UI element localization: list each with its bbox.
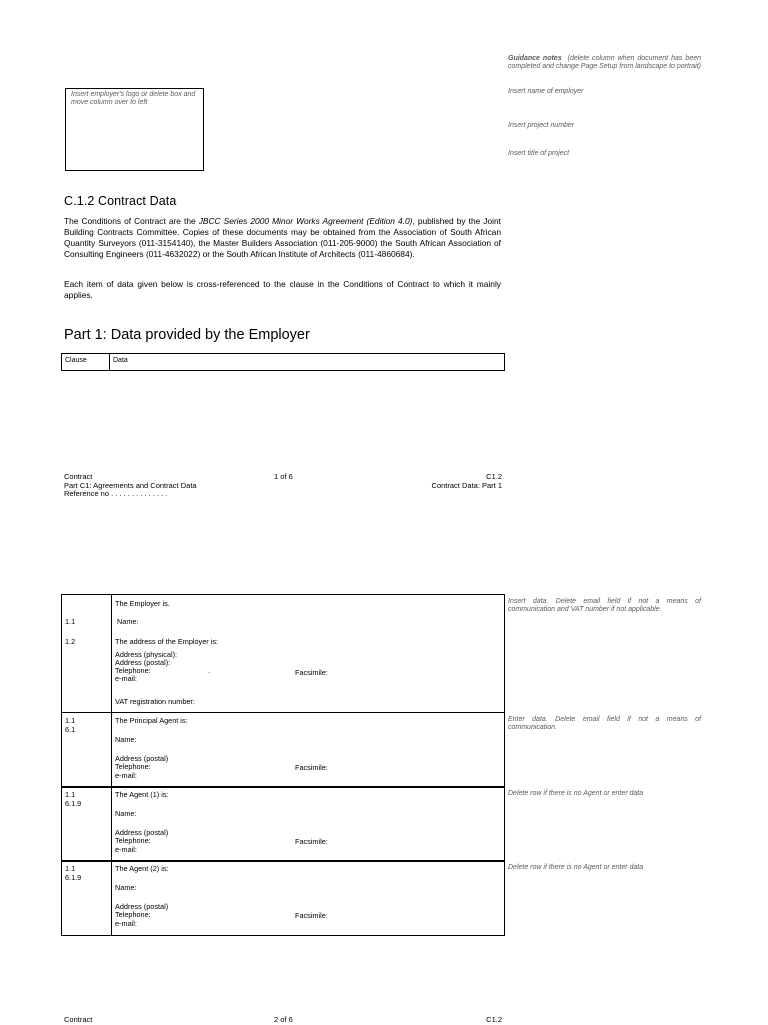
email-label: e-mail: (115, 919, 137, 928)
intro-paragraph (64, 216, 501, 260)
data-column-header: Data (113, 357, 128, 364)
email-label: e-mail: (115, 845, 137, 854)
address-postal-label: Address (postal) (115, 902, 169, 911)
telephone-label: Telephone: (115, 762, 151, 771)
footer-page-number: 2 of 6 (274, 1015, 293, 1024)
footer-page-2 (64, 1016, 502, 1024)
guidance-project-number: Insert project number (508, 122, 575, 129)
facsimile-label: Facsimile: (295, 911, 328, 920)
vat-label: VAT registration number: (115, 697, 195, 706)
cross-reference-paragraph: Each item of data given below is cross-referenced to the clause in the Conditions of Contract to which it mainly applies. (64, 279, 501, 300)
section-title: C.1.2 Contract Data (64, 194, 177, 208)
address-postal-label: Address (postal) (115, 754, 169, 763)
clause-column-header: Clause (62, 354, 110, 370)
footer-part: Part C1: Agreements and Contract Data (64, 480, 197, 490)
clause-ref: 1.1 (65, 617, 76, 626)
telephone-label: Telephone: (115, 836, 151, 845)
row-title: The Employer is. (115, 599, 170, 608)
intro-text-start: The Conditions of Contract are the (64, 216, 199, 226)
email-label: e-mail: (115, 771, 137, 780)
row-title: The Principal Agent is: (115, 716, 188, 725)
facsimile-label: Facsimile: (295, 763, 328, 772)
address-postal-label: Address (postal): (115, 658, 171, 667)
agent-1-row-guidance: Delete row if there is no Agent or enter data (508, 790, 644, 797)
agent-2-row (61, 860, 505, 936)
name-label: Name: (115, 883, 137, 892)
address-physical-label: Address (physical): (115, 650, 178, 659)
part-title: Part 1: Data provided by the Employer (64, 327, 310, 343)
clause-ref: 6.1 (65, 725, 76, 734)
principal-agent-row-guidance: Enter data. Delete email field if not a means of communication. (508, 716, 701, 731)
clause-ref: 6.1.9 (65, 799, 82, 808)
name-label: Name: (117, 617, 139, 626)
clause-data-header-table (61, 353, 505, 371)
agent-2-row-guidance: Delete row if there is no Agent or enter data (508, 864, 644, 871)
facsimile-label: Facsimile: (295, 668, 328, 677)
intro-text-end: , published by the Joint Building Contracts Committee. Copies of these documents may be obtained from the Association of South African Quantity Surveyors (011-3154140), the Master Builders Association (011-205-9000) the South African Association of Consulting Engineers (011-4632022) or the South African Institute of Architects (011-4860684). (64, 216, 501, 259)
agent-1-row (61, 786, 505, 862)
clause-ref: 1.1 (65, 790, 76, 799)
clause-ref: 1.1 (65, 864, 76, 873)
telephone-label: Telephone: (115, 666, 151, 675)
footer-page-1 (64, 473, 502, 503)
footer-contract: Contract (64, 472, 93, 481)
guidance-employer-name: Insert name of employer (508, 88, 584, 95)
name-label: Name: (115, 735, 137, 744)
clause-ref: 1.2 (65, 637, 76, 646)
telephone-label: Telephone: (115, 910, 151, 919)
principal-agent-row (61, 712, 505, 788)
telephone-dot: . (208, 666, 211, 675)
employer-row (61, 594, 505, 713)
address-postal-label: Address (postal) (115, 828, 169, 837)
guidance-notes-label: Guidance notes (508, 55, 562, 62)
address-title: The address of the Employer is: (115, 637, 219, 646)
row-title: The Agent (2) is: (115, 864, 169, 873)
facsimile-label: Facsimile: (295, 837, 328, 846)
footer-code: C1.2 (486, 1015, 502, 1024)
employer-logo-box (65, 88, 204, 171)
email-label: e-mail: (115, 674, 137, 683)
clause-ref: 1.1 (65, 716, 76, 725)
footer-reference: Reference no . . . . . . . . . . . . . . (64, 489, 168, 498)
footer-code: C1.2 (486, 472, 502, 481)
clause-cell (62, 595, 112, 712)
logo-placeholder-text: Insert employer's logo or delete box and move column over to left (71, 91, 196, 106)
employer-row-guidance: Insert data. Delete email field if not a means of communication and VAT number if not applicable. (508, 598, 701, 613)
guidance-notes-instruction: (delete column when document has been completed and change Page Setup from landscape to portrait) (508, 55, 702, 70)
footer-contract: Contract (64, 1015, 93, 1024)
guidance-project-title: Insert title of project (508, 150, 570, 157)
clause-ref: 6.1.9 (65, 873, 82, 882)
footer-section: Contract Data: Part 1 (431, 480, 502, 490)
name-label: Name: (115, 809, 137, 818)
row-title: The Agent (1) is: (115, 790, 169, 799)
guidance-notes-header (508, 55, 701, 71)
footer-page-number: 1 of 6 (274, 472, 293, 481)
intro-agreement-name: JBCC Series 2000 Minor Works Agreement (Edition 4.0) (198, 216, 413, 226)
